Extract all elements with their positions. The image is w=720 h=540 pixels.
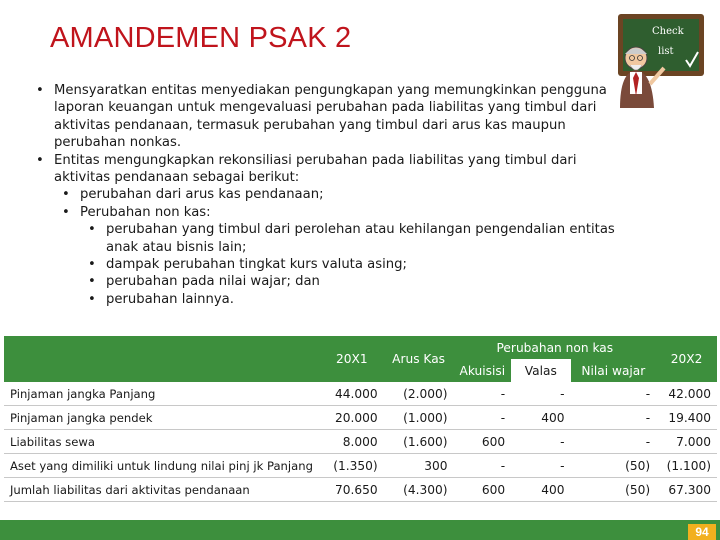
table-row [4,430,717,454]
sub-bullet-item: • perubahan dari arus kas pendanaan; [62,186,616,203]
cell-arus-kas: 300 [384,454,454,478]
reconciliation-table [4,336,717,502]
board-text-1: Check [652,26,684,37]
bullet-list [36,82,616,308]
footer-bar [0,520,720,540]
cell-nilai-wajar: (50) [571,454,657,478]
cell-valas: - [511,430,570,454]
header-akuisisi: Akuisisi [453,359,511,382]
sub-sub-bullet-item: • perubahan lainnya. [88,291,616,308]
row-label: Pinjaman jangka Panjang [4,382,320,406]
cell-20x2: 7.000 [656,430,717,454]
cell-20x1: 8.000 [320,430,384,454]
cell-nilai-wajar: - [571,406,657,430]
table-row [4,406,717,430]
header-nilai-wajar: Nilai wajar [571,359,657,382]
table-row [4,478,717,502]
cell-akuisisi: - [453,454,511,478]
board-text-2: list [658,46,674,57]
cell-arus-kas: (2.000) [384,382,454,406]
bullet-item: • Mensyaratkan entitas menyediakan pengungkapan yang memungkinkan pengguna laporan keuangan untuk mengevaluasi perubahan pada liabilitas yang timbul dari aktivitas pendanaan, termasuk perubahan yang timbul dari arus kas maupun perubahan nonkas. [36,82,616,152]
cell-nilai-wajar: - [571,430,657,454]
cell-nilai-wajar: (50) [571,478,657,502]
cell-valas: 400 [511,478,570,502]
header-arus-kas: Arus Kas [384,336,454,382]
row-label: Liabilitas sewa [4,430,320,454]
header-20x2: 20X2 [656,336,717,382]
cell-20x1: 20.000 [320,406,384,430]
cell-akuisisi: - [453,406,511,430]
cell-akuisisi: 600 [453,430,511,454]
cell-arus-kas: (1.000) [384,406,454,430]
header-blank-cell [4,336,320,382]
sub-sub-bullet-item: • perubahan pada nilai wajar; dan [88,273,616,290]
table-row [4,454,717,478]
cell-akuisisi: - [453,382,511,406]
row-label: Jumlah liabilitas dari aktivitas pendanaan [4,478,320,502]
table-header-row [4,336,717,359]
sub-sub-bullet-item: • perubahan yang timbul dari perolehan atau kehilangan pengendalian entitas anak atau bisnis lain; [88,221,616,256]
cell-20x2: 19.400 [656,406,717,430]
header-20x1: 20X1 [320,336,384,382]
cell-20x2: 67.300 [656,478,717,502]
header-valas: Valas [511,359,570,382]
cell-20x1: 70.650 [320,478,384,502]
table-row [4,382,717,406]
cell-20x1: 44.000 [320,382,384,406]
cell-valas: - [511,382,570,406]
cell-20x2: 42.000 [656,382,717,406]
cell-20x1: (1.350) [320,454,384,478]
row-label: Aset yang dimiliki untuk lindung nilai pinj jk Panjang [4,454,320,478]
row-label: Pinjaman jangka pendek [4,406,320,430]
cell-arus-kas: (1.600) [384,430,454,454]
teacher-chalkboard-illustration [610,10,710,110]
cell-nilai-wajar: - [571,382,657,406]
cell-valas: - [511,454,570,478]
sub-sub-bullet-item: • dampak perubahan tingkat kurs valuta asing; [88,256,616,273]
cell-arus-kas: (4.300) [384,478,454,502]
page-title: AMANDEMEN PSAK 2 [50,22,352,54]
sub-bullet-item: • Perubahan non kas: [62,204,616,221]
page-number: 94 [688,524,716,540]
cell-20x2: (1.100) [656,454,717,478]
cell-valas: 400 [511,406,570,430]
bullet-item: • Entitas mengungkapkan rekonsiliasi perubahan pada liabilitas yang timbul dari aktivitas pendanaan sebagai berikut: [36,152,616,187]
cell-akuisisi: 600 [453,478,511,502]
header-perubahan-non-kas: Perubahan non kas [453,336,656,359]
